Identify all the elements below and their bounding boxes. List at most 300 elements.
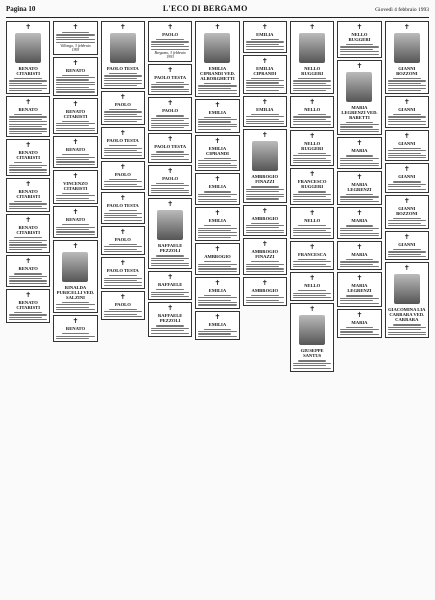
text-line: [298, 153, 326, 154]
obituary-notice: [6, 255, 50, 287]
text-line: [388, 119, 421, 120]
text-line: [151, 86, 184, 87]
deceased-name: AMBROGIO: [204, 254, 231, 260]
text-line: [388, 223, 421, 224]
notice-text-lines: [340, 327, 378, 335]
notice-text-lines: [293, 153, 331, 164]
text-line: [198, 88, 231, 89]
deceased-name: MARIA: [351, 319, 368, 325]
text-line: [340, 201, 378, 202]
text-line: [9, 88, 47, 89]
notice-text-lines: [340, 225, 378, 236]
text-line: [293, 230, 326, 231]
text-line: [104, 220, 142, 221]
text-line: [9, 126, 42, 127]
notice-text-lines: [246, 295, 284, 303]
issue-date: Giovedì 4 febbraio 1993: [375, 7, 429, 13]
notice-text-lines: [293, 259, 331, 267]
text-line: [340, 131, 378, 132]
text-line: [56, 91, 94, 92]
notice-text-lines: [246, 261, 284, 272]
notice-date: Villongo, 3 febbraio 1993: [60, 43, 91, 52]
text-line: [104, 148, 142, 149]
text-line: [388, 80, 426, 81]
text-line: [340, 331, 373, 332]
obituary-notice: [195, 99, 239, 133]
text-line: [293, 264, 326, 265]
text-line: [9, 116, 47, 117]
text-line: [204, 295, 232, 296]
text-line: [198, 266, 231, 267]
text-line: [388, 153, 421, 154]
cross-icon: ✝: [119, 23, 126, 31]
text-line: [104, 181, 142, 182]
notice-text-lines: [9, 114, 47, 134]
cross-icon: ✝: [119, 129, 126, 138]
text-line: [9, 133, 42, 134]
text-line: [246, 264, 284, 265]
notice-text-lines: [104, 210, 142, 221]
text-line: [251, 223, 279, 224]
text-line: [56, 123, 94, 124]
text-line: [151, 185, 189, 186]
deceased-name: GIUSEPPE SANTUS: [300, 348, 324, 359]
notice-text-lines: [56, 121, 94, 132]
obituary-notice: [148, 271, 192, 300]
text-line: [340, 228, 378, 229]
cross-icon: ✝: [25, 291, 32, 299]
obituary-notice: [337, 207, 381, 239]
text-line: [388, 225, 426, 226]
cross-icon: ✝: [309, 209, 316, 218]
obituary-notice: [195, 243, 239, 275]
deceased-name: RENATO CITARISTI: [16, 150, 40, 161]
cross-icon: ✝: [167, 65, 174, 74]
deceased-name: EMILIA CIPRANDI: [205, 145, 229, 156]
cross-icon: ✝: [261, 56, 268, 65]
text-line: [346, 44, 374, 45]
text-line: [156, 183, 184, 184]
notice-text-lines: [198, 225, 236, 238]
notice-text-lines: [104, 275, 142, 286]
text-line: [9, 121, 47, 122]
text-line: [293, 196, 326, 197]
text-line: [388, 85, 426, 86]
text-line: [9, 90, 42, 91]
notice-text-lines: [151, 325, 189, 333]
column: [148, 21, 192, 599]
text-line: [346, 295, 374, 296]
text-line: [246, 268, 284, 269]
text-line: [198, 165, 236, 166]
deceased-name: NELLO: [304, 107, 321, 113]
deceased-name: EMILIA: [208, 218, 227, 224]
text-line: [293, 83, 326, 84]
deceased-name: MARIA: [351, 218, 368, 224]
obituary-notice: [195, 311, 239, 340]
text-line: [56, 128, 94, 129]
text-line: [388, 157, 426, 158]
text-line: [156, 255, 184, 256]
text-line: [346, 259, 374, 260]
obituary-notice: [337, 21, 381, 58]
obituary-notice: [148, 302, 192, 336]
cross-icon: ✝: [214, 245, 221, 254]
notice-text-lines: [340, 44, 378, 55]
text-line: [340, 199, 373, 200]
text-line: [198, 124, 236, 125]
text-line: [9, 131, 47, 132]
text-line: [298, 191, 326, 192]
text-line: [56, 164, 94, 165]
deceased-name: GIANNI BOZZONI: [396, 205, 418, 216]
text-line: [246, 121, 284, 122]
text-line: [151, 46, 189, 47]
deceased-name: MARIA LEGRENZI: [347, 283, 372, 294]
portrait-photo: [62, 252, 88, 282]
column: [101, 21, 145, 599]
obituary-notice: [243, 96, 287, 128]
cross-icon: ✝: [403, 23, 410, 31]
text-line: [14, 78, 42, 79]
text-line: [293, 295, 326, 296]
notice-text-lines: [104, 73, 142, 86]
text-line: [9, 247, 47, 248]
text-line: [340, 165, 378, 166]
notice-text-lines: [340, 122, 378, 133]
text-line: [109, 179, 137, 180]
notice-text-lines: [56, 302, 94, 310]
text-line: [393, 148, 421, 149]
text-line: [104, 75, 142, 76]
text-line: [198, 300, 231, 301]
column: [53, 21, 97, 599]
text-line: [388, 332, 426, 333]
text-line: [198, 235, 236, 236]
text-line: [388, 254, 421, 255]
text-line: [104, 150, 137, 151]
text-line: [246, 80, 284, 81]
text-line: [9, 317, 42, 318]
text-line: [340, 129, 378, 130]
text-line: [298, 360, 326, 361]
deceased-name: MARIA: [351, 252, 368, 258]
obituary-notice: [385, 231, 429, 260]
text-line: [9, 280, 47, 281]
text-line: [104, 111, 142, 112]
text-line: [246, 266, 279, 267]
cross-icon: ✝: [25, 23, 32, 31]
text-line: [251, 114, 279, 115]
portrait-photo: [346, 72, 372, 102]
notice-text-lines: [246, 78, 284, 91]
text-line: [104, 83, 142, 84]
text-line: [109, 73, 137, 74]
deceased-name: EMILIA: [208, 287, 227, 293]
text-line: [246, 271, 284, 272]
text-line: [388, 184, 426, 185]
text-line: [104, 249, 137, 250]
text-line: [151, 118, 189, 119]
text-line: [340, 334, 378, 335]
text-line: [340, 49, 373, 50]
text-line: [246, 225, 284, 226]
text-line: [109, 145, 137, 146]
text-line: [393, 249, 421, 250]
portrait-photo: [299, 33, 325, 63]
deceased-name: RENATO CITARISTI: [63, 108, 88, 119]
deceased-name: RENATO: [65, 217, 86, 223]
text-line: [251, 39, 279, 40]
deceased-name: GIANNI: [398, 140, 416, 146]
deceased-name: RENATO CITARISTI: [16, 300, 40, 310]
obituary-notice: [243, 129, 287, 202]
notice-text-lines: [246, 39, 284, 50]
deceased-name: VINCENZO CITARISTI: [63, 180, 88, 191]
text-line: [14, 201, 42, 202]
text-line: [104, 85, 137, 86]
obituary-notice: [101, 91, 145, 125]
text-line: [198, 163, 231, 164]
cross-icon: ✝: [309, 305, 316, 314]
text-line: [109, 210, 137, 211]
cross-icon: ✝: [72, 138, 79, 147]
text-line: [388, 90, 421, 91]
cross-icon: ✝: [309, 98, 316, 107]
obituary-notice: [101, 257, 145, 289]
notice-text-lines: [151, 289, 189, 297]
obituary-notice: [243, 277, 287, 306]
text-line: [340, 266, 378, 267]
notice-text-lines: [198, 261, 236, 272]
text-line: [62, 193, 90, 194]
portrait-photo: [204, 33, 230, 63]
obituary-notice: [243, 238, 287, 275]
cross-icon: ✝: [261, 278, 268, 287]
text-line: [198, 126, 236, 127]
cross-icon: ✝: [167, 304, 174, 313]
notice-text-lines: [56, 32, 94, 43]
obituary-notice: [148, 64, 192, 96]
obituary-notice: [290, 96, 334, 128]
text-line: [293, 88, 331, 89]
text-line: [109, 309, 137, 310]
obituary-notice: [148, 21, 192, 62]
text-line: [151, 49, 189, 50]
obituary-notice: [337, 309, 381, 338]
deceased-name: RENATO: [18, 266, 38, 272]
text-line: [198, 302, 236, 303]
obituary-notice: [290, 130, 334, 167]
text-line: [151, 159, 189, 160]
text-line: [246, 49, 284, 50]
notice-text-lines: [9, 237, 47, 250]
text-line: [198, 264, 236, 265]
portrait-photo: [110, 33, 136, 63]
obituary-notice: [6, 139, 50, 176]
text-line: [293, 85, 331, 86]
deceased-name: MARIA: [351, 148, 368, 154]
notice-text-lines: [293, 290, 331, 298]
text-line: [388, 327, 426, 328]
text-line: [251, 186, 279, 187]
deceased-name: EMILIA: [208, 109, 227, 115]
deceased-name: AMBROGIO: [251, 215, 279, 221]
text-line: [293, 261, 331, 262]
text-line: [293, 158, 326, 159]
text-line: [56, 309, 94, 310]
notice-text-lines: [340, 259, 378, 267]
obituary-notice: [195, 207, 239, 241]
text-line: [340, 233, 378, 234]
notice-text-lines: [388, 78, 426, 91]
text-line: [156, 325, 184, 326]
text-line: [293, 116, 331, 117]
text-line: [104, 119, 142, 120]
text-line: [198, 297, 236, 298]
text-line: [246, 85, 284, 86]
text-line: [9, 314, 47, 315]
notice-text-lines: [246, 114, 284, 125]
text-line: [56, 125, 89, 126]
obituary-notice: [53, 240, 97, 313]
text-line: [246, 300, 279, 301]
cross-icon: ✝: [261, 131, 268, 140]
text-line: [298, 114, 326, 115]
notice-text-lines: [104, 179, 142, 187]
text-line: [198, 196, 231, 197]
cross-icon: ✝: [403, 165, 410, 174]
cross-icon: ✝: [261, 23, 268, 31]
notice-text-lines: [340, 155, 378, 166]
text-line: [246, 198, 279, 199]
cross-icon: ✝: [119, 194, 126, 203]
text-line: [293, 124, 331, 125]
text-line: [204, 261, 232, 262]
deceased-name: PAOLO: [114, 171, 131, 177]
deceased-name: FRANCESCA: [297, 251, 327, 257]
text-line: [9, 172, 47, 173]
text-line: [9, 208, 47, 209]
deceased-name: NELLO RUGGERI: [301, 140, 324, 151]
text-line: [56, 198, 89, 199]
text-line: [293, 201, 331, 202]
text-line: [151, 258, 189, 259]
deceased-name: RENATO CITARISTI: [16, 188, 40, 199]
obituary-notice: [195, 173, 239, 205]
notice-text-lines: [9, 78, 47, 91]
cross-icon: ✝: [167, 273, 174, 282]
text-line: [393, 218, 421, 219]
cross-icon: ✝: [261, 206, 268, 215]
text-line: [198, 304, 236, 305]
deceased-name: NELLO RUGGERI: [348, 32, 371, 42]
obituary-notice: [6, 178, 50, 212]
text-line: [56, 234, 94, 235]
text-line: [151, 333, 189, 334]
obituary-notice: [101, 21, 145, 89]
notice-text-lines: [151, 115, 189, 128]
notice-text-lines: [104, 244, 142, 252]
text-line: [388, 150, 426, 151]
deceased-name: EMILIA CIPRANDI: [253, 65, 277, 76]
column: [195, 21, 239, 599]
text-line: [9, 240, 47, 241]
text-line: [388, 329, 421, 330]
cross-icon: ✝: [309, 131, 316, 140]
text-line: [151, 156, 184, 157]
text-line: [393, 114, 421, 115]
text-line: [340, 261, 378, 262]
text-line: [56, 87, 89, 88]
text-line: [246, 196, 284, 197]
deceased-name: PAOLO: [162, 108, 179, 114]
cross-icon: ✝: [167, 166, 174, 175]
cross-icon: ✝: [119, 292, 126, 301]
text-line: [56, 195, 94, 196]
cross-icon: ✝: [119, 259, 126, 268]
text-line: [9, 165, 47, 166]
text-line: [298, 290, 326, 291]
text-line: [293, 194, 331, 195]
text-line: [251, 261, 279, 262]
text-line: [14, 237, 42, 238]
text-line: [204, 117, 232, 118]
notice-text-lines: [246, 186, 284, 199]
cross-icon: ✝: [403, 233, 410, 242]
deceased-name: FRANCESCO RUGGERI: [297, 179, 327, 190]
text-line: [388, 88, 426, 89]
text-line: [56, 307, 89, 308]
notice-text-lines: [340, 295, 378, 303]
deceased-name: GIACOMINA LIA CARRARA VED. CARRARA: [388, 307, 426, 323]
text-line: [293, 363, 331, 364]
text-line: [14, 273, 42, 274]
obituary-notice: [290, 303, 334, 371]
text-line: [246, 90, 279, 91]
notice-text-lines: [340, 194, 378, 202]
text-line: [9, 206, 42, 207]
text-line: [293, 235, 331, 236]
deceased-name: AMBROGIO FINAZZI: [251, 249, 279, 260]
cross-icon: ✝: [356, 23, 363, 31]
deceased-name: RENATO: [65, 67, 86, 73]
obituary-notice: [337, 60, 381, 136]
deceased-name: MARIA LEGRENZI VED. BARETTI: [341, 104, 378, 120]
text-line: [9, 319, 47, 320]
text-line: [104, 314, 137, 315]
portrait-photo: [15, 33, 41, 63]
column: [337, 21, 381, 599]
cross-icon: ✝: [403, 131, 410, 140]
text-line: [109, 275, 137, 276]
obituary-notice: [337, 171, 381, 205]
text-line: [340, 329, 378, 330]
text-line: [246, 119, 279, 120]
notice-text-lines: [56, 154, 94, 165]
text-line: [293, 121, 331, 122]
text-line: [198, 194, 236, 195]
text-line: [104, 278, 142, 279]
text-line: [104, 80, 142, 81]
text-line: [340, 51, 378, 52]
text-line: [246, 123, 284, 124]
text-line: [246, 302, 284, 303]
page-header: [6, 4, 429, 18]
cross-icon: ✝: [356, 61, 363, 70]
text-line: [340, 235, 378, 236]
text-line: [151, 44, 184, 45]
